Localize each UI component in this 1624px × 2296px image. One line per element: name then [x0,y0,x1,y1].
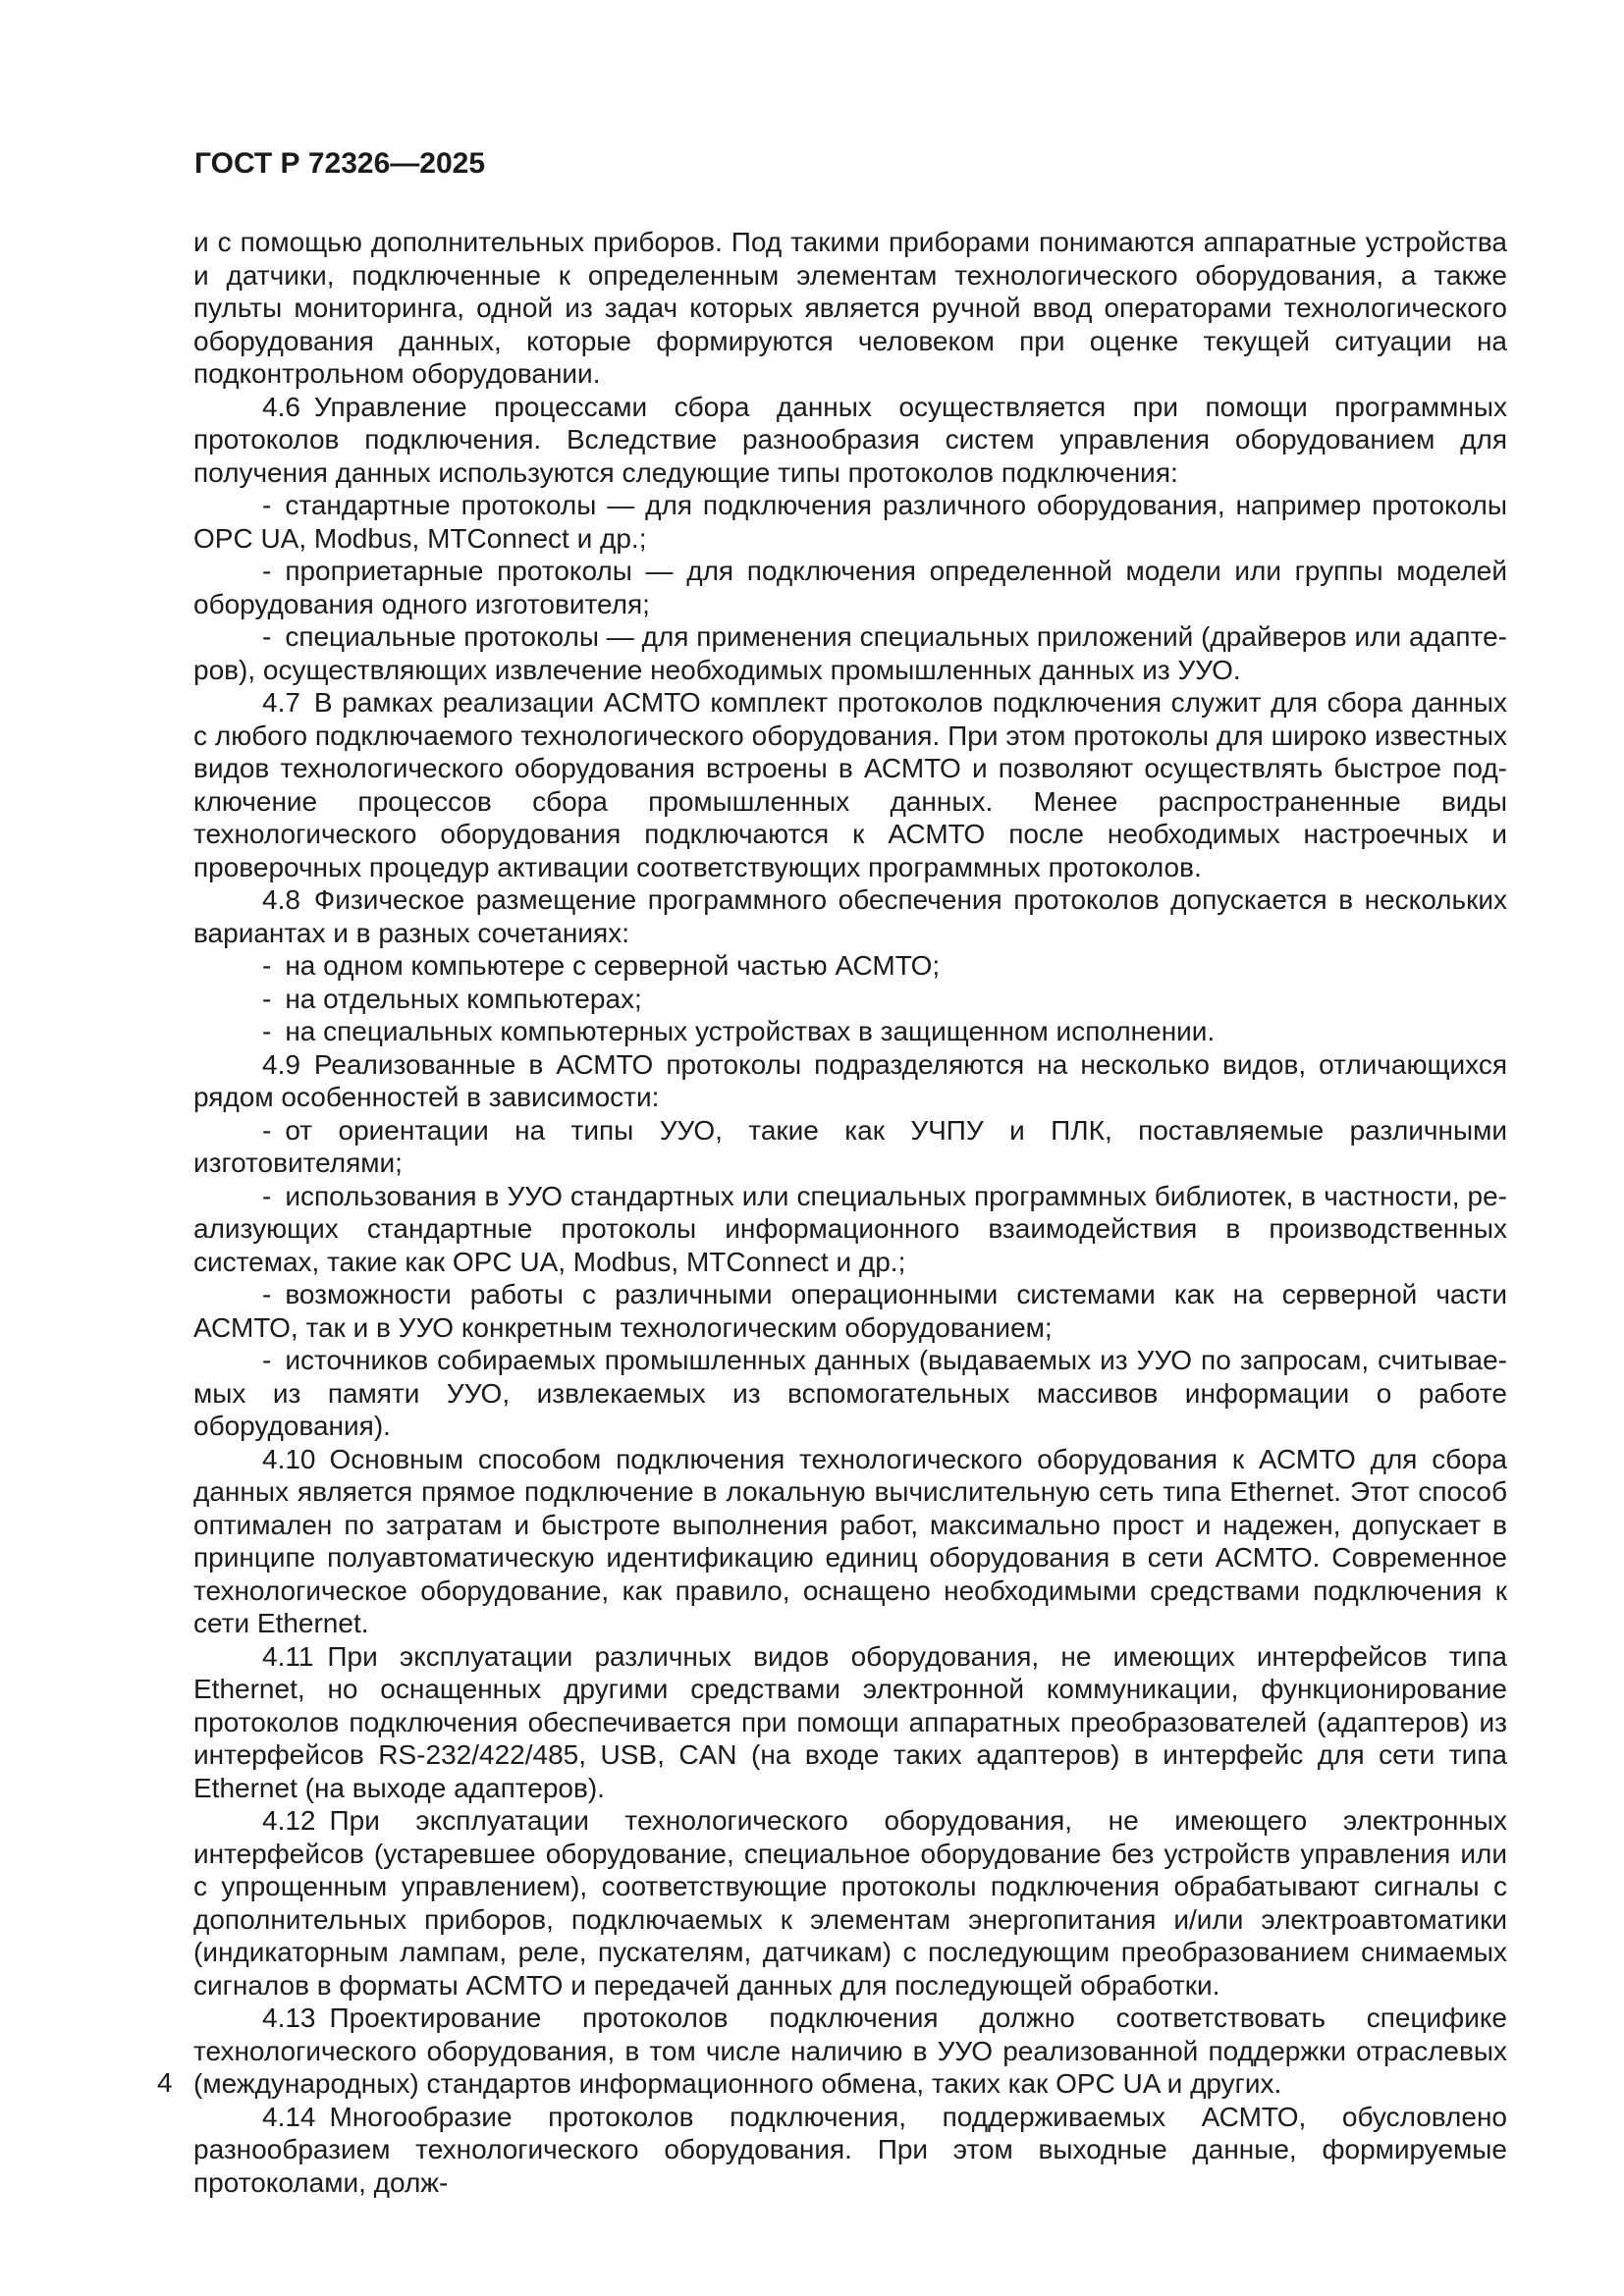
paragraph: 4.11 При эксплуатации различных видов оборудования, не имеющих интерфейсов типа Ethernet, но оснащенных другими средствами электронной коммуникации, функционирование протоколов подключения обеспечивается при помощи аппаратных преобразователей (адаптеров) из интерфейсов RS-232/422/485, USB, CAN (на входе таких адаптеров) в интерфейс для сети типа Ethernet (на выходе адаптеров). [193,1640,1507,1803]
paragraph: 4.8 Физическое размещение программного обеспечения протоколов допускается в нескольких вариантах и в разных сочетаниях: [193,884,1507,948]
paragraph: и с помощью дополнительных приборов. Под такими приборами понимаются аппаратные устройства и датчики, подключенные к определенным элементам технологического оборудования, а также пульты мониторинга, одной из задач которых является ручной ввод операторами технологического оборудования данных, которые формируются человеком при оценке текущей ситуации на подконтрольном оборудовании. [193,227,1507,389]
paragraph: 4.7 В рамках реализации АСМТО комплект протоколов подключения служит для сбора данных с любого подключаемого технологического оборудования. При этом протоколы для широко известных видов технологического оборудования встроены в АСМТО и позволяют осуществлять быстрое подключение процессов сбора промышленных данных. Менее распространенные виды технологического оборудования подключаются к АСМТО после необходимых настроечных и проверочных процедур активации соответствующих программных протоколов. [193,687,1507,882]
paragraph: - возможности работы с различными операционными системами как на серверной части АСМТО, так и в УУО конкретным технологическим оборудованием; [193,1279,1507,1343]
page-number: 4 [157,2067,173,2098]
paragraph: - специальные протоколы — для применения специальных приложений (драйверов или адаптеров), осуществляющих извлечение необходимых промышленных данных из УУО. [193,621,1507,685]
paragraph: - от ориентации на типы УУО, такие как УЧПУ и ПЛК, поставляемые различными изготовителями; [193,1114,1507,1178]
document-header: ГОСТ Р 72326—2025 [194,147,486,180]
paragraph: - проприетарные протоколы — для подключения определенной модели или группы моделей оборудования одного изготовителя; [193,556,1507,619]
paragraph: - стандартные протоколы — для подключения различного оборудования, например протоколы OPC UA, Modbus, MTConnect и др.; [193,490,1507,554]
document-body [193,226,1507,2199]
paragraph: 4.13 Проектирование протоколов подключения должно соответствовать специфике технологического оборудования, в том числе наличию в УУО реализованной поддержки отраслевых (международных) стандартов информационного обмена, таких как OPC UA и других. [193,2002,1507,2099]
paragraph: - на одном компьютере с серверной частью АСМТО; [262,950,941,981]
paragraph: - использования в УУО стандартных или специальных программных библиотек, в частности, реализующих стандартные протоколы информационного взаимодействия в производственных системах, такие как OPC UA, Modbus, MTConnect и др.; [193,1180,1507,1277]
paragraph: 4.12 При эксплуатации технологического оборудования, не имеющего электронных интерфейсов (устаревшее оборудование, специальное оборудование без устройств управления или с упрощенным управлением), соответствующие протоколы подключения обрабатывают сигналы с дополнительных приборов, подключаемых к элементам энергопитания и/или электроавтоматики (индикаторным лампам, реле, пускателям, датчикам) с последующим преобразованием снимаемых сигналов в форматы АСМТО и передачей данных для последующей обработки. [193,1805,1507,2001]
paragraph: - на отдельных компьютерах; [262,983,642,1014]
paragraph: 4.14 Многообразие протоколов подключения, поддерживаемых АСМТО, обусловлено разнообразием технологического оборудования. При этом выходные данные, формируемые протоколами, долж- [193,2101,1507,2198]
paragraph: - источников собираемых промышленных данных (выдаваемых из УУО по запросам, считываемых из памяти УУО, извлекаемых из вспомогательных массивов информации о работе оборудования). [193,1345,1507,1441]
paragraph: 4.9 Реализованные в АСМТО протоколы подразделяются на несколько видов, отличающихся рядом особенностей в зависимости: [193,1048,1507,1112]
paragraph: 4.10 Основным способом подключения технологического оборудования к АСМТО для сбора данных является прямое подключение в локальную вычислительную сеть типа Ethernet. Этот способ оптимален по затратам и быстроте выполнения работ, максимально прост и надежен, допускает в принципе полуавтоматическую идентификацию единиц оборудования в сети АСМТО. Современное технологическое оборудование, как правило, оснащено необходимыми средствами подключения к сети Ethernet. [193,1443,1507,1638]
paragraph: - на специальных компьютерных устройствах в защищенном исполнении. [262,1016,1216,1046]
paragraph: 4.6 Управление процессами сбора данных осуществляется при помощи программных протоколов подключения. Вследствие разнообразия систем управления оборудованием для получения данных используются следующие типы протоколов подключения: [193,391,1507,488]
